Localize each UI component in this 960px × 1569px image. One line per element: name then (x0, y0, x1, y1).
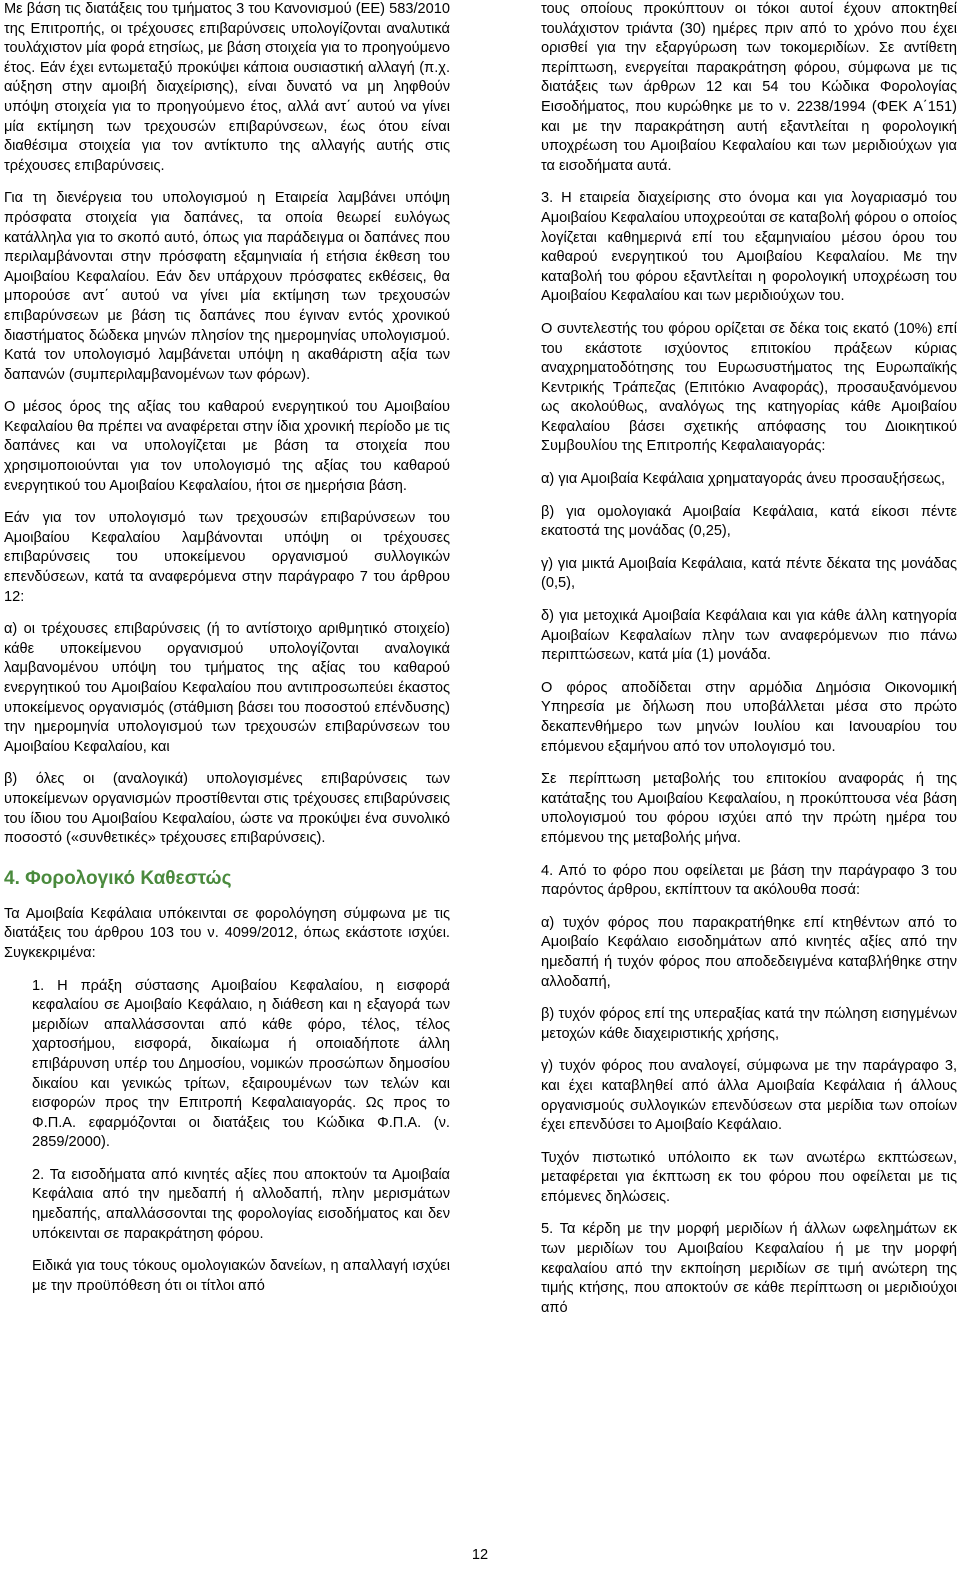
paragraph: β) για ομολογιακά Αμοιβαία Κεφάλαια, κατά είκοσι πέντε εκατοστά της μονάδας (0,25), (541, 503, 957, 540)
paragraph: Για τη διενέργεια του υπολογισμού η Εταιρεία λαμβάνει υπόψη πρόσφατα στοιχεία για δαπάνες, τα οποία θεωρεί ευλόγως κατάλληλα για το σκοπό αυτό, όπως για παράδειγμα οι δαπάνες που περιλαμβάνονται στην πρόσφατη εξαμηνιαία ή ετήσια έκθεση του Αμοιβαίου Κεφαλαίου. Εάν δεν υπάρχουν πρόσφατες εκθέσεις, θα μπορούσε αντ΄ αυτού να γίνει μία εκτίμηση των τρεχουσών επιβαρύνσεων με βάση τις δαπάνες που έγιναν εντός χρονικού διαστήματος δώδεκα μηνών πλησίον της ημερομηνίας υπολογισμού. Κατά τον υπολογισμό λαμβάνεται υπόψη η ακαθάριστη αξία των δαπανών (συμπεριλαμβανομένων των φόρων). (4, 190, 450, 383)
list-item: 1. Η πράξη σύστασης Αμοιβαίου Κεφαλαίου, η εισφορά κεφαλαίου σε Αμοιβαίο Κεφάλαιο, η διάθεση και η εξαγορά των μεριδίων απαλλάσσονται από κάθε φόρο, τέλος, τέλος χαρτοσήμου, εισφορά, δικαίωμα ή οποιαδήποτε άλλη επιβάρυνση υπέρ του Δημοσίου, νομικών προσώπων δημοσίου δικαίου και γενικώς τρίτων, εξαιρουμένων των τελών και εισφορών προς την Επιτροπή Κεφαλαιαγοράς. Ως προς το Φ.Π.Α. εφαρμόζονται οι διατάξεις του Κώδικα Φ.Π.Α. (ν. 2859/2000). (32, 977, 450, 1151)
list-item: 2. Τα εισοδήματα από κινητές αξίες που αποκτούν τα Αμοιβαία Κεφάλαια από την ημεδαπή ή αλλοδαπή, πλην μερισμάτων ημεδαπής, απαλλάσσονται της φορολογίας εισοδήματος και δεν υπόκεινται σε παρακράτηση φόρου. (32, 1166, 450, 1242)
paragraph: Ο συντελεστής του φόρου ορίζεται σε δέκα τοις εκατό (10%) επί του εκάστοτε ισχύοντος επιτοκίου πράξεων κύριας αναχρηματοδότησης του Ευρωσυστήματος της Ευρωπαϊκής Κεντρικής Τράπεζας (Επιτόκιο Αναφοράς), προσαυξανόμενου ως ακολούθως, αναλόγως της κατηγορίας κάθε Αμοιβαίου Κεφαλαίου βάσει σχετικής απόφασης του Διοικητικού Συμβουλίου της Επιτροπής Κεφαλαιαγοράς: (541, 320, 957, 455)
list-item: Ειδικά για τους τόκους ομολογιακών δανείων, η απαλλαγή ισχύει με την προϋπόθεση ότι οι τίτλοι από (32, 1258, 450, 1294)
paragraph: τους οποίους προκύπτουν οι τόκοι αυτοί έχουν αποκτηθεί τουλάχιστον τριάντα (30) ημέρες πριν από το χρόνο που έχει ορισθεί για την εξαργύρωση των τοκομεριδίων. Σε αντίθετη περίπτωση, ενεργείται παρακράτηση φόρου, σύμφωνα με τις διατάξεις των άρθρων 12 και 54 του Κώδικα Φορολογίας Εισοδήματος, που κυρώθηκε με το ν. 2238/1994 (ΦΕΚ Α΄151) και με την παρακράτηση αυτή εξαντλείται η φορολογική υποχρέωση του Αμοιβαίου Κεφαλαίου και των μεριδιούχων για τα εισοδήματα αυτά. (541, 1, 957, 174)
paragraph: Τυχόν πιστωτικό υπόλοιπο εκ των ανωτέρω εκπτώσεων, μεταφέρεται για έκπτωση εκ του φόρου που οφείλεται με τις επόμενες δηλώσεις. (541, 1149, 957, 1205)
paragraph: α) τυχόν φόρος που παρακρατήθηκε επί κτηθέντων από το Αμοιβαίο Κεφάλαιο εισοδημάτων από κινητές αξίες από την ημεδαπή ή τυχόν φόρος που αποδεδειγμένα καταβλήθηκε στην αλλοδαπή, (541, 914, 957, 990)
page-number: 12 (471, 1547, 489, 1563)
left-column (4, 0, 450, 1309)
paragraph: γ) για μικτά Αμοιβαία Κεφάλαια, κατά πέντε δέκατα της μονάδας (0,5), (541, 555, 957, 592)
section-heading: 4. Φορολογικό Καθεστώς (4, 867, 232, 889)
paragraph: α) για Αμοιβαία Κεφάλαια χρηματαγοράς άνευ προσαυξήσεως, (541, 471, 946, 488)
paragraph: δ) για μετοχικά Αμοιβαία Κεφάλαια και για κάθε άλλη κατηγορία Αμοιβαίων Κεφαλαίων πλην των αναφερόμενων πιο πάνω περιπτώσεων, κατά μία (1) μονάδα. (541, 608, 957, 664)
paragraph: Εάν για τον υπολογισμό των τρεχουσών επιβαρύνσεων του Αμοιβαίου Κεφαλαίου λαμβάνονται υπόψη οι τρέχουσες επιβαρύνσεις του υποκείμενου οργανισμού συλλογικών επενδύσεων, κατά τα αναφερόμενα στην παράγραφο 7 του άρθρου 12: (4, 510, 450, 605)
paragraph: 3. Η εταιρεία διαχείρισης στο όνομα και για λογαριασμό του Αμοιβαίου Κεφαλαίου υποχρεούται σε καταβολή φόρου ο οποίος λογίζεται καθημερινά επί του εξαμηνιαίου μέσου όρου του καθαρού ενεργητικού του Αμοιβαίου Κεφαλαίου. Με την καταβολή του φόρου εξαντλείται η φορολογική υποχρέωση του Αμοιβαίου Κεφαλαίου και των μεριδιούχων του. (541, 190, 957, 305)
paragraph: Τα Αμοιβαία Κεφάλαια υπόκεινται σε φορολόγηση σύμφωνα με τις διατάξεις του άρθρου 103 του ν. 4099/2012, όπως εκάστοτε ισχύει. Συγκεκριμένα: (4, 905, 450, 961)
paragraph: β) όλες οι (αναλογικά) υπολογισμένες επιβαρύνσεις των υποκείμενων οργανισμών προστίθενται στις τρέχουσες επιβαρύνσεις του ίδιου του Αμοιβαίου Κεφαλαίου, ώστε να προκύψει ένα συνολικό ποσοστό («συνθετικές» τρέχουσες επιβαρύνσεις). (4, 771, 450, 847)
paragraph: Ο φόρος αποδίδεται στην αρμόδια Δημόσια Οικονομική Υπηρεσία με δήλωση που υποβάλλεται μέσα στο πρώτο δεκαπενθήμερο των μηνών Ιουλίου και Ιανουαρίου του επόμενου εξαμήνου από τον υπολογισμό του. (541, 679, 957, 755)
paragraph: Σε περίπτωση μεταβολής του επιτοκίου αναφοράς ή της κατάταξης του Αμοιβαίου Κεφαλαίου, η προκύπτουσα νέα βάση υπολογισμού του φόρου ισχύει από την πρώτη ημέρα του επόμενου της μεταβολής μήνα. (541, 771, 957, 846)
paragraph: β) τυχόν φόρος επί της υπεραξίας κατά την πώληση εισηγμένων μετοχών κάθε διαχειριστικής χρήσης, (541, 1006, 957, 1042)
paragraph: α) οι τρέχουσες επιβαρύνσεις (ή το αντίστοιχο αριθμητικό στοιχείο) κάθε υποκείμενου οργανισμού υπολογίζονται αναλογικά λαμβανομένου υπόψη του τμήματος της αξίας του καθαρού ενεργητικού του Αμοιβαίου Κεφαλαίου που αντιπροσωπεύει έκαστος υποκείμενος οργανισμός (στάθμιση βάσει του ποσοστού επένδυσης) την ημερομηνία υπολογισμού των τρεχουσών επιβαρύνσεων του Αμοιβαίου Κεφαλαίου, και (4, 621, 450, 755)
right-column (541, 0, 957, 1331)
paragraph: γ) τυχόν φόρος που αναλογεί, σύμφωνα με την παράγραφο 3, και έχει καταβληθεί από άλλα Αμοιβαία Κεφάλαια ή άλλους οργανισμούς συλλογικών επενδύσεων στα μερίδια των οποίων έχει επενδύσει το Αμοιβαίο Κεφάλαιο. (541, 1058, 957, 1134)
paragraph: 4. Από το φόρο που οφείλεται με βάση την παράγραφο 3 του παρόντος άρθρου, εκπίπτουν τα ακόλουθα ποσά: (541, 862, 957, 899)
paragraph: 5. Τα κέρδη με την μορφή μεριδίων ή άλλων ωφελημάτων εκ των μεριδίων του Αμοιβαίου Κεφαλαίου ή με την μορφή κεφαλαίου από την εκποίηση μεριδίων σε τιμή ανώτερη της τιμής κτήσης, που αποκτούν σε κάθε περίπτωση οι μεριδιούχοι από (541, 1221, 957, 1316)
paragraph: Με βάση τις διατάξεις του τμήματος 3 του Κανονισμού (ΕΕ) 583/2010 της Επιτροπής, οι τρέχουσες επιβαρύνσεις υπολογίζονται αναλυτικά τουλάχιστον μία φορά ετησίως, με βάση στοιχεία για το προηγούμενο έτος. Εάν έχει εντωμεταξύ προκύψει κάποια ουσιαστική αλλαγή (π.χ. αύξηση στην αμοιβή διαχείρισης), είναι δυνατό να μη ληφθούν υπόψη στοιχεία για το προηγούμενο έτος, αλλά αντ΄ αυτού να γίνει μία εκτίμηση των τρεχουσών επιβαρύνσεων, έως ότου είναι διαθέσιμα στοιχεία για τον αντίκτυπο της αλλαγής αυτής στις τρέχουσες επιβαρύνσεις. (4, 1, 450, 174)
paragraph: Ο μέσος όρος της αξίας του καθαρού ενεργητικού του Αμοιβαίου Κεφαλαίου θα πρέπει να αναφέρεται στην ίδια χρονική περίοδο με τις δαπάνες και να υπολογίζεται με βάση τα στοιχεία που χρησιμοποιούνται για τον υπολογισμό της αξίας του καθαρού ενεργητικού του Αμοιβαίου Κεφαλαίου, ήτοι σε ημερήσια βάση. (4, 399, 450, 494)
